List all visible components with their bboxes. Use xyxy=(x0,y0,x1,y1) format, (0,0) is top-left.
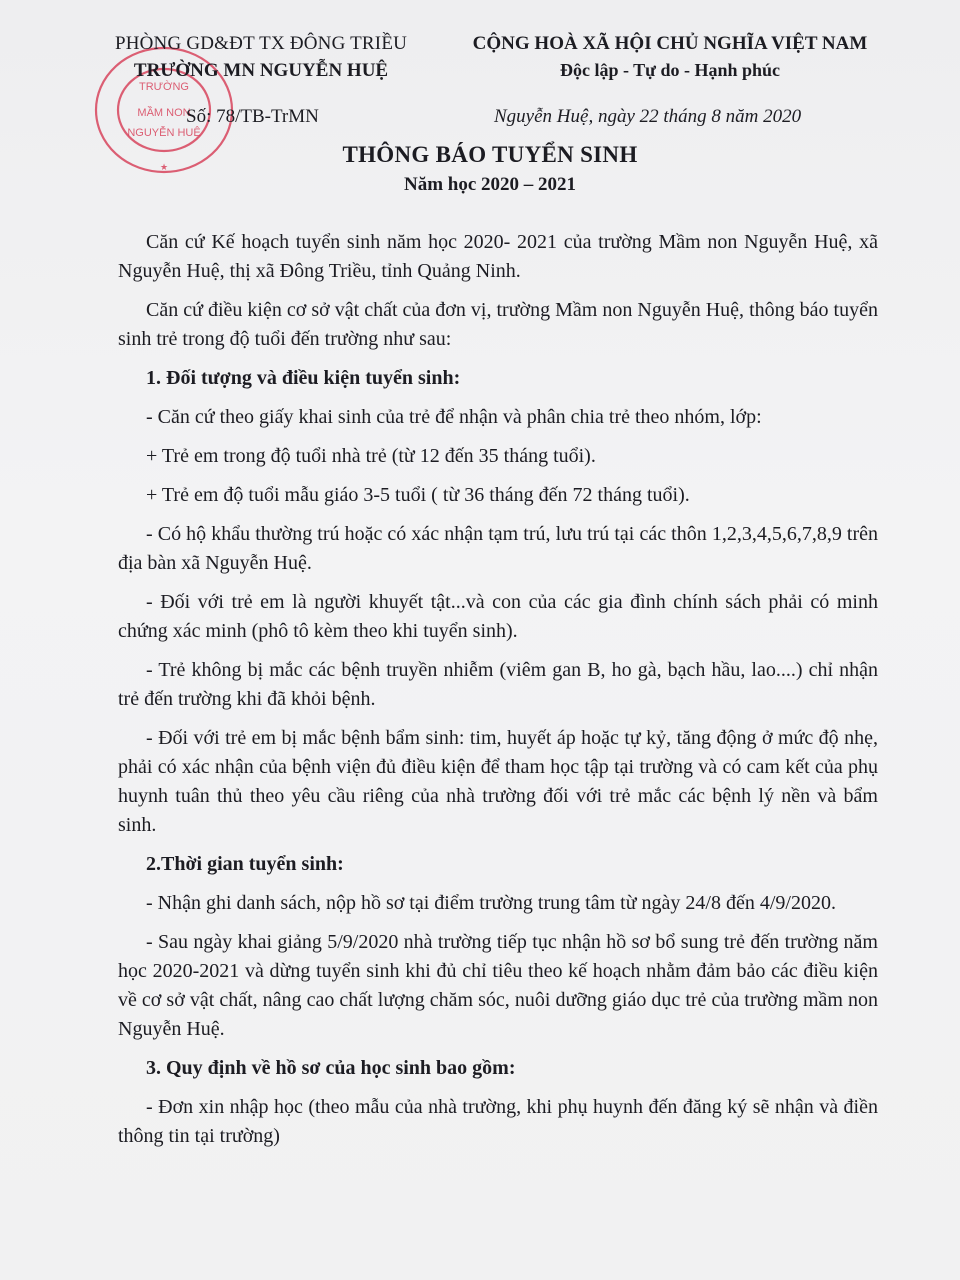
svg-text:TRƯỜNG: TRƯỜNG xyxy=(139,81,189,93)
svg-text:MẦM NON: MẦM NON xyxy=(137,107,191,119)
issuer-header xyxy=(96,30,426,84)
svg-text:★: ★ xyxy=(159,162,169,172)
document-number: Số: 78/TB-TrMN xyxy=(186,106,319,127)
body-paragraph: - Đối với trẻ em là người khuyết tật...và con của các gia đình chính sách phải có minh chứng xác minh (phô tô kèm theo khi tuyển sinh). xyxy=(118,591,878,642)
body-paragraph: Căn cứ Kế hoạch tuyển sinh năm học 2020- 2021 của trường Mầm non Nguyễn Huệ, xã Nguyễn Huệ, thị xã Đông Triều, tỉnh Quảng Ninh. xyxy=(118,231,878,282)
body-paragraph: Căn cứ điều kiện cơ sở vật chất của đơn vị, trường Mầm non Nguyễn Huệ, thông báo tuyển sinh trẻ trong độ tuổi đến trường như sau: xyxy=(118,299,878,350)
national-motto-header xyxy=(460,30,880,84)
motto: Độc lập - Tự do - Hạnh phúc xyxy=(559,60,781,80)
document-title: THÔNG BÁO TUYỂN SINH xyxy=(342,142,638,167)
section-heading: 2.Thời gian tuyển sinh: xyxy=(146,853,344,875)
document-date: Nguyễn Huệ, ngày 22 tháng 8 năm 2020 xyxy=(494,106,802,127)
body-paragraph: + Trẻ em trong độ tuổi nhà trẻ (từ 12 đến 35 tháng tuổi). xyxy=(146,445,596,467)
department-name: PHÒNG GD&ĐT TX ĐÔNG TRIỀU xyxy=(114,33,408,54)
school-year: Năm học 2020 – 2021 xyxy=(403,174,577,195)
body-paragraph: - Đơn xin nhập học (theo mẫu của nhà trường, khi phụ huynh đến đăng ký sẽ nhận và điền thông tin tại trường) xyxy=(118,1096,878,1147)
country-name: CỘNG HOÀ XÃ HỘI CHỦ NGHĨA VIỆT NAM xyxy=(472,33,868,54)
body-paragraph: - Nhận ghi danh sách, nộp hồ sơ tại điểm trường trung tâm từ ngày 24/8 đến 4/9/2020. xyxy=(146,892,836,914)
document-body xyxy=(118,228,878,1161)
body-paragraph: - Đối với trẻ em bị mắc bệnh bẩm sinh: tim, huyết áp hoặc tự kỷ, tăng động ở mức độ nhẹ, phải có xác nhận của bệnh viện đủ điều kiện để tham học tập tại trường và có cam kết của phụ huynh tuân thủ theo yêu cầu riêng của nhà trường đối với trẻ mắc các bệnh lý nền và bẩm sinh. xyxy=(118,727,878,836)
body-paragraph: - Sau ngày khai giảng 5/9/2020 nhà trường tiếp tục nhận hồ sơ bổ sung trẻ đến trường năm học 2020-2021 và dừng tuyển sinh khi đủ chỉ tiêu theo kế hoạch nhằm đảm bảo các điều kiện về cơ sở vật chất, nâng cao chất lượng chăm sóc, nuôi dưỡng giáo dục trẻ của trường mầm non Nguyễn Huệ. xyxy=(118,931,878,1040)
body-paragraph: - Căn cứ theo giấy khai sinh của trẻ để nhận và phân chia trẻ theo nhóm, lớp: xyxy=(146,406,762,428)
section-heading: 3. Quy định về hồ sơ của học sinh bao gồm: xyxy=(146,1057,516,1079)
school-name: TRƯỜNG MN NGUYỄN HUỆ xyxy=(133,60,389,81)
body-paragraph: + Trẻ em độ tuổi mẫu giáo 3-5 tuổi ( từ 36 tháng đến 72 tháng tuổi). xyxy=(146,484,690,506)
body-paragraph: - Có hộ khẩu thường trú hoặc có xác nhận tạm trú, lưu trú tại các thôn 1,2,3,4,5,6,7,8,9 trên địa bàn xã Nguyễn Huệ. xyxy=(118,523,878,574)
body-paragraph: - Trẻ không bị mắc các bệnh truyền nhiễm (viêm gan B, ho gà, bạch hầu, lao....) chỉ nhận trẻ đến trường khi đã khỏi bệnh. xyxy=(118,659,878,710)
section-heading: 1. Đối tượng và điều kiện tuyển sinh: xyxy=(146,367,461,389)
svg-text:NGUYỄN HUỆ: NGUYỄN HUỆ xyxy=(127,127,201,139)
